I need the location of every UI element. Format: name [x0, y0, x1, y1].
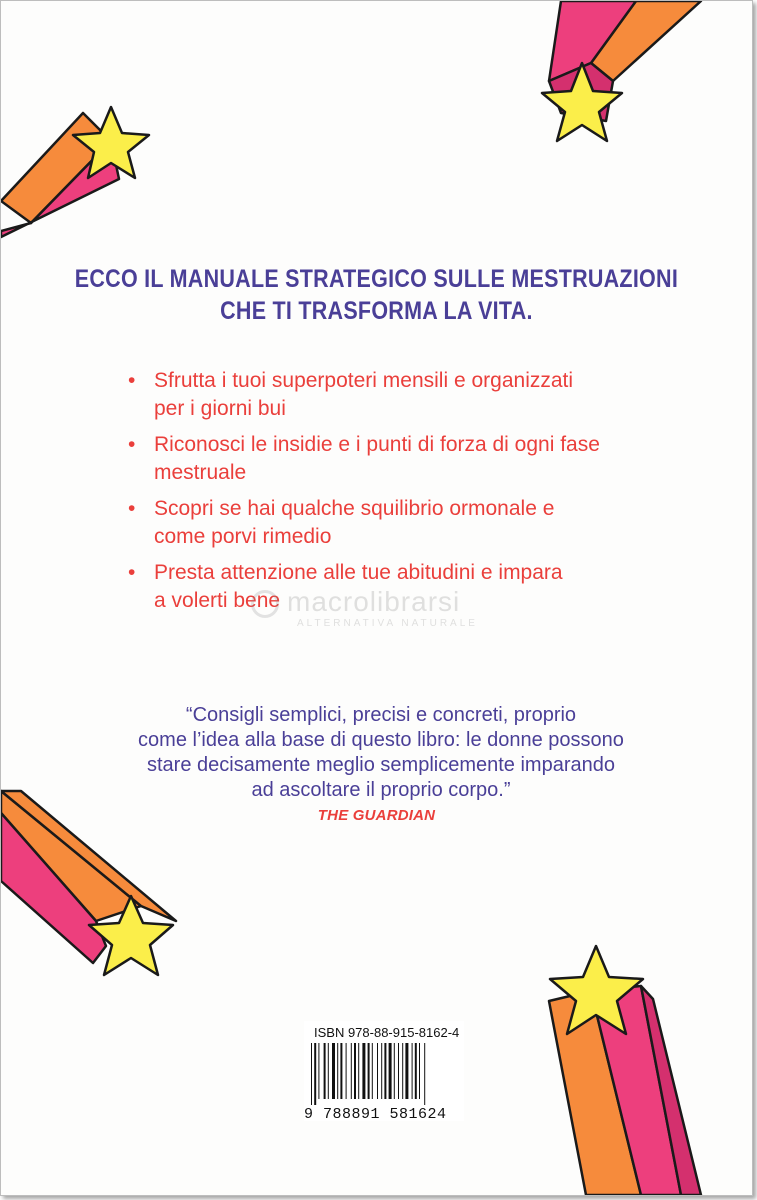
barcode-bar — [368, 1043, 370, 1099]
list-item-line-1: Sfrutta i tuoi superpoteri mensili e organizzati — [154, 369, 574, 392]
quote-source: THE GUARDIAN — [317, 807, 436, 824]
bullet-icon: • — [128, 369, 136, 392]
watermark-tagline: ALTERNATIVA NATURALE — [297, 618, 478, 629]
barcode-bar — [314, 1043, 316, 1105]
barcode-bar — [351, 1043, 352, 1099]
isbn-label: ISBN 978-88-915-8162-4 — [314, 1025, 460, 1040]
barcode-bar — [384, 1043, 386, 1099]
barcode-bar — [402, 1043, 403, 1099]
shooting-star-icon — [549, 946, 701, 1195]
barcode-bar — [354, 1043, 356, 1099]
quote-line-2: come l’idea alla base di questo libro: le donne possono — [138, 729, 624, 751]
feature-bullet-list — [128, 367, 688, 623]
list-item-line-2: a volerti bene — [154, 589, 281, 612]
headline — [54, 263, 700, 327]
shooting-star-icon — [542, 1, 701, 141]
barcode-bar — [332, 1043, 335, 1099]
barcode-bar — [372, 1043, 373, 1099]
barcode-bars-icon — [309, 1043, 459, 1105]
barcode-bar — [419, 1043, 420, 1099]
list-item — [128, 495, 688, 551]
list-item-line-1: Scopri se hai qualche squilibrio ormonale e — [154, 497, 555, 520]
barcode-bar — [415, 1043, 417, 1099]
list-item — [128, 367, 688, 423]
barcode-bar — [346, 1043, 347, 1099]
bullet-icon: • — [128, 497, 136, 520]
barcode-bar — [394, 1043, 395, 1099]
isbn-barcode — [304, 1021, 464, 1121]
barcode-bar — [362, 1043, 365, 1099]
barcode-bar — [318, 1043, 319, 1099]
quote-line-1: “Consigli semplici, precisi e concreti, proprio — [185, 704, 577, 726]
watermark-name: macrolibrarsi — [287, 586, 461, 617]
barcode-bar — [340, 1043, 342, 1099]
barcode-bar — [381, 1043, 382, 1099]
quote-line-4: ad ascoltare il proprio corpo.” — [251, 779, 511, 801]
bullet-icon: • — [128, 561, 136, 584]
quote-line-3: stare decisamente meglio semplicemente imparando — [146, 754, 615, 776]
list-item-line-1: Riconosci le insidie e i punti di forza di ogni fase — [154, 433, 600, 456]
barcode-bar — [358, 1043, 359, 1099]
watermark-logo-icon — [251, 590, 279, 618]
list-item — [128, 431, 688, 487]
review-quote — [91, 703, 671, 803]
barcode-bar — [412, 1043, 413, 1099]
barcode-bar — [405, 1043, 408, 1099]
barcode-bar — [424, 1043, 425, 1105]
list-item-line-2: mestruale — [154, 461, 247, 484]
barcode-digits: 9 788891 581624 — [304, 1106, 447, 1123]
list-item-line-2: per i giorni bui — [154, 397, 286, 420]
barcode-bar — [337, 1043, 338, 1099]
barcode-bar — [328, 1043, 329, 1099]
headline-line-2: CHE TI TRASFORMA LA VITA. — [220, 297, 533, 325]
headline-line-1: ECCO IL MANUALE STRATEGICO SULLE MESTRUAZIONI — [74, 265, 679, 293]
barcode-bar — [389, 1043, 392, 1099]
barcode-bar — [377, 1043, 378, 1099]
barcode-bar — [398, 1043, 399, 1099]
bullet-icon: • — [128, 433, 136, 456]
barcode-bar — [311, 1043, 312, 1105]
list-item-line-2: come porvi rimedio — [154, 525, 332, 548]
shooting-star-icon — [1, 107, 149, 237]
list-item-line-1: Presta attenzione alle tue abitudini e impara — [154, 561, 563, 584]
watermark — [251, 586, 551, 636]
barcode-bar — [324, 1043, 326, 1099]
